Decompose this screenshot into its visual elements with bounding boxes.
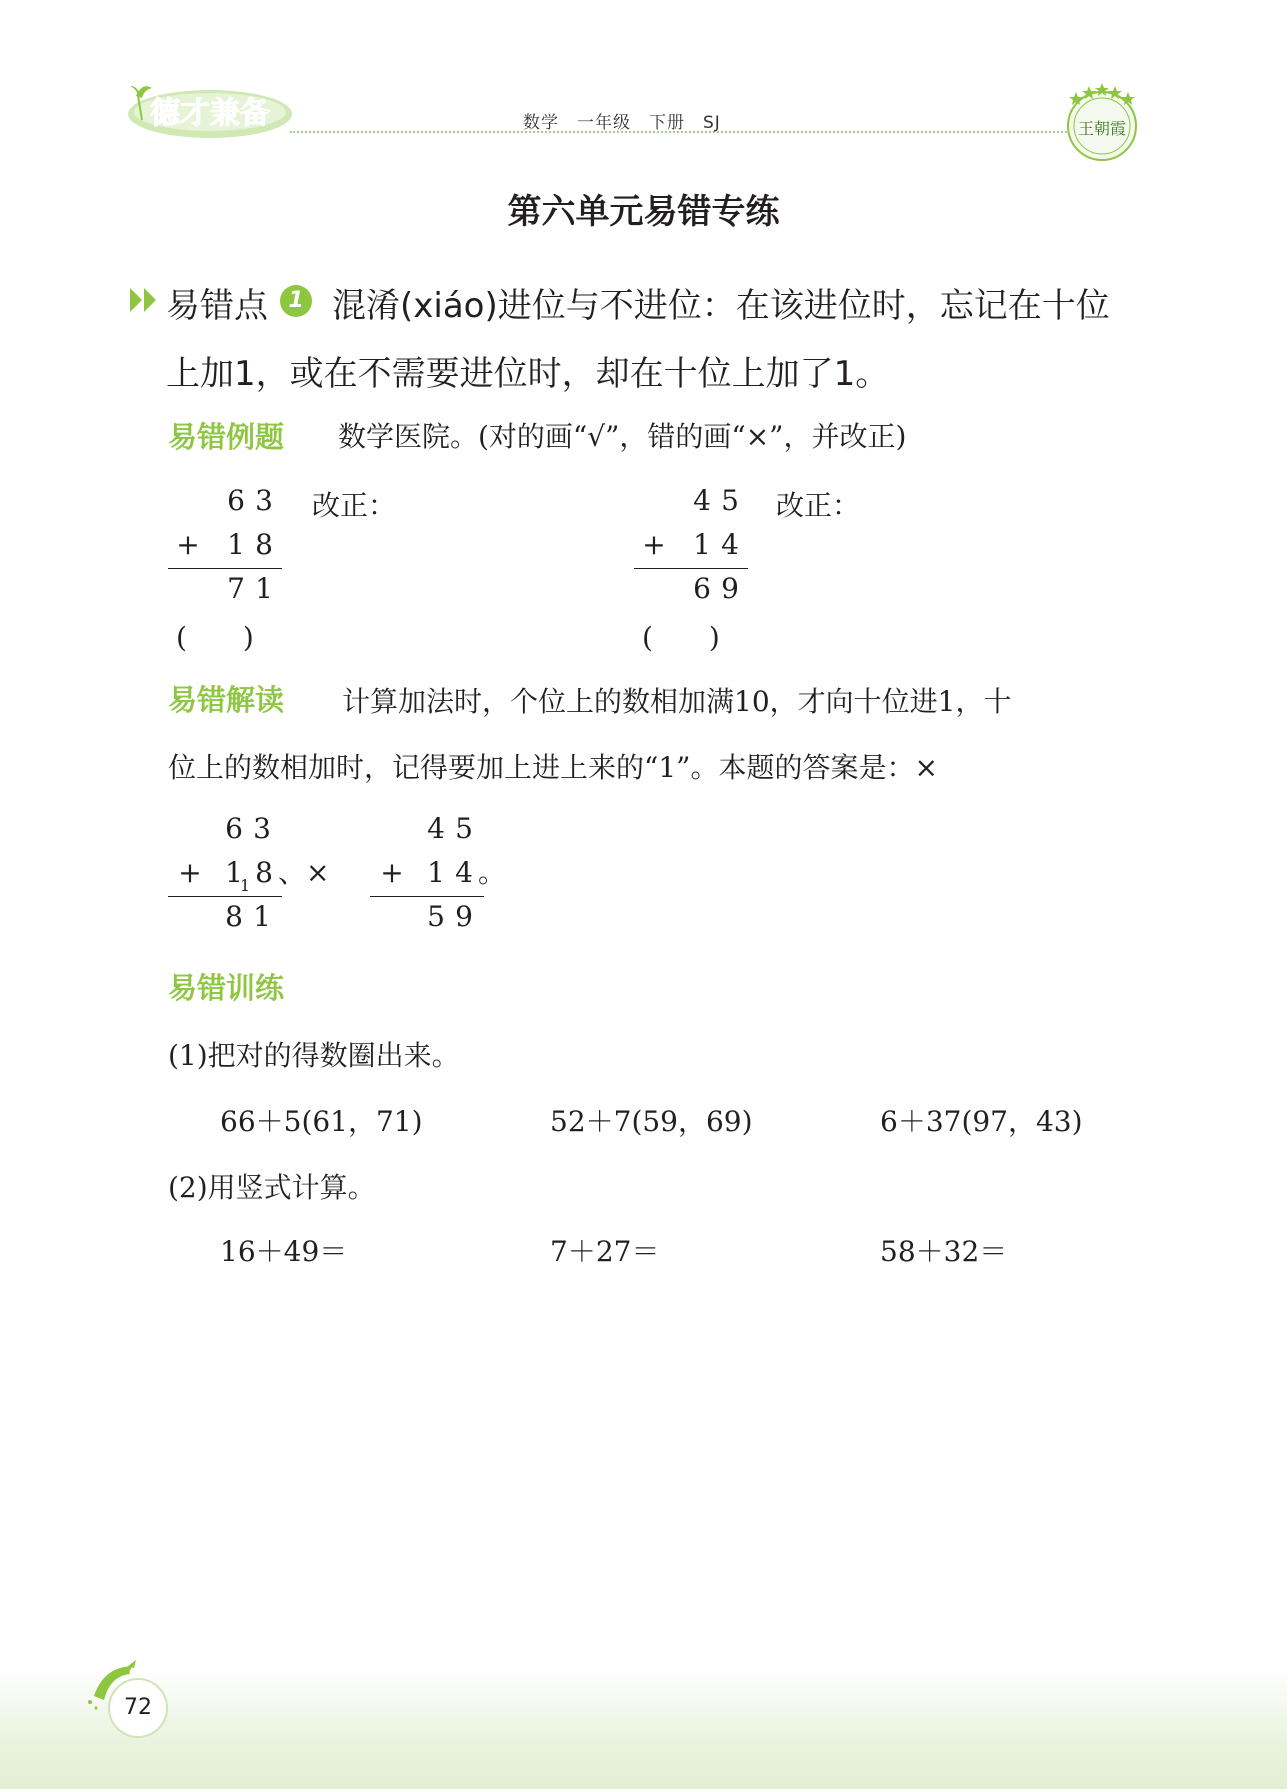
digit: 4: [721, 528, 739, 561]
period: 。: [478, 856, 507, 889]
seal-text: 王朝霞: [1077, 119, 1127, 138]
digit: 6: [227, 484, 245, 517]
digit: 9: [455, 900, 473, 933]
q1-item[interactable]: 52＋7(59，69): [550, 1105, 753, 1138]
sum-line: [168, 896, 282, 897]
q2-item[interactable]: 16＋49＝: [220, 1235, 348, 1268]
q1-item[interactable]: 6＋37(97，43): [880, 1105, 1083, 1138]
answer-blank[interactable]: ( ): [642, 621, 720, 654]
explanation-line2: 位上的数相加时，记得要加上进上来的“1”。本题的答案是：×: [168, 751, 938, 784]
sum-line: [634, 568, 748, 569]
plus-sign: +: [176, 528, 200, 561]
digit: 5: [721, 484, 739, 517]
digit: 4: [693, 484, 711, 517]
error-point-label: 易错点: [166, 286, 268, 326]
correction-label: 改正：: [776, 489, 861, 522]
error-point-text-line1: 混淆(xiáo)进位与不进位：在该进位时，忘记在十位: [332, 286, 1110, 326]
digit: 3: [255, 484, 273, 517]
digit: 4: [427, 812, 445, 845]
digit: 9: [721, 572, 739, 605]
question-2: (2)用竖式计算。: [168, 1171, 376, 1204]
digit: 7: [227, 572, 245, 605]
digit: 6: [693, 572, 711, 605]
q2-item[interactable]: 58＋32＝: [880, 1235, 1008, 1268]
digit: 8: [225, 900, 243, 933]
answer-blank[interactable]: ( ): [176, 621, 254, 654]
digit: 5: [455, 812, 473, 845]
page-title: 第六单元易错专练: [507, 192, 780, 232]
training-label: 易错训练: [168, 971, 285, 1005]
q2-item[interactable]: 7＋27＝: [550, 1235, 660, 1268]
explanation-line1: 计算加法时，个位上的数相加满10，才向十位进1，十: [342, 685, 1012, 718]
example-problem-1: [168, 484, 284, 654]
digit: 4: [455, 856, 473, 889]
plus-sign: +: [380, 856, 404, 889]
digit: 6: [225, 812, 243, 845]
answer-working-1: [168, 812, 348, 936]
digit: 1: [253, 900, 271, 933]
digit: 1: [693, 528, 711, 561]
digit: 5: [427, 900, 445, 933]
brand-logo: [118, 78, 296, 140]
plus-sign: +: [642, 528, 666, 561]
error-point-number-badge: 1: [280, 285, 312, 317]
q1-item[interactable]: 66＋5(61，71): [220, 1105, 423, 1138]
brand-text: 德才兼备: [150, 96, 270, 131]
digit: 1: [227, 528, 245, 561]
digit: 1: [427, 856, 445, 889]
example-problem-2: [634, 484, 750, 654]
answer-working-2: [370, 812, 530, 936]
explanation-label: 易错解读: [168, 683, 285, 717]
example-label: 易错例题: [168, 420, 285, 454]
carry-digit: 1: [240, 876, 251, 895]
page-number: 72: [108, 1678, 168, 1738]
question-1: (1)把对的得数圈出来。: [168, 1039, 460, 1072]
double-chevron-icon: [130, 288, 160, 312]
error-point-text-line2: 上加1，或在不需要进位时，却在十位上加了1。: [166, 354, 890, 394]
digit: 1: [225, 856, 243, 889]
sum-line: [168, 568, 282, 569]
digit: 1: [255, 572, 273, 605]
footer-band: [0, 1670, 1287, 1789]
sum-line: [370, 896, 484, 897]
correction-label: 改正：: [312, 489, 397, 522]
header-info: 数学 一年级 下册 SJ: [523, 113, 721, 133]
plus-sign: +: [178, 856, 202, 889]
digit: 8: [255, 856, 273, 889]
example-instruction: 数学医院。(对的画“√”，错的画“×”，并改正): [338, 420, 907, 453]
separator: 、×: [278, 856, 330, 889]
digit: 3: [253, 812, 271, 845]
digit: 8: [255, 528, 273, 561]
seal-logo: [1062, 78, 1142, 166]
